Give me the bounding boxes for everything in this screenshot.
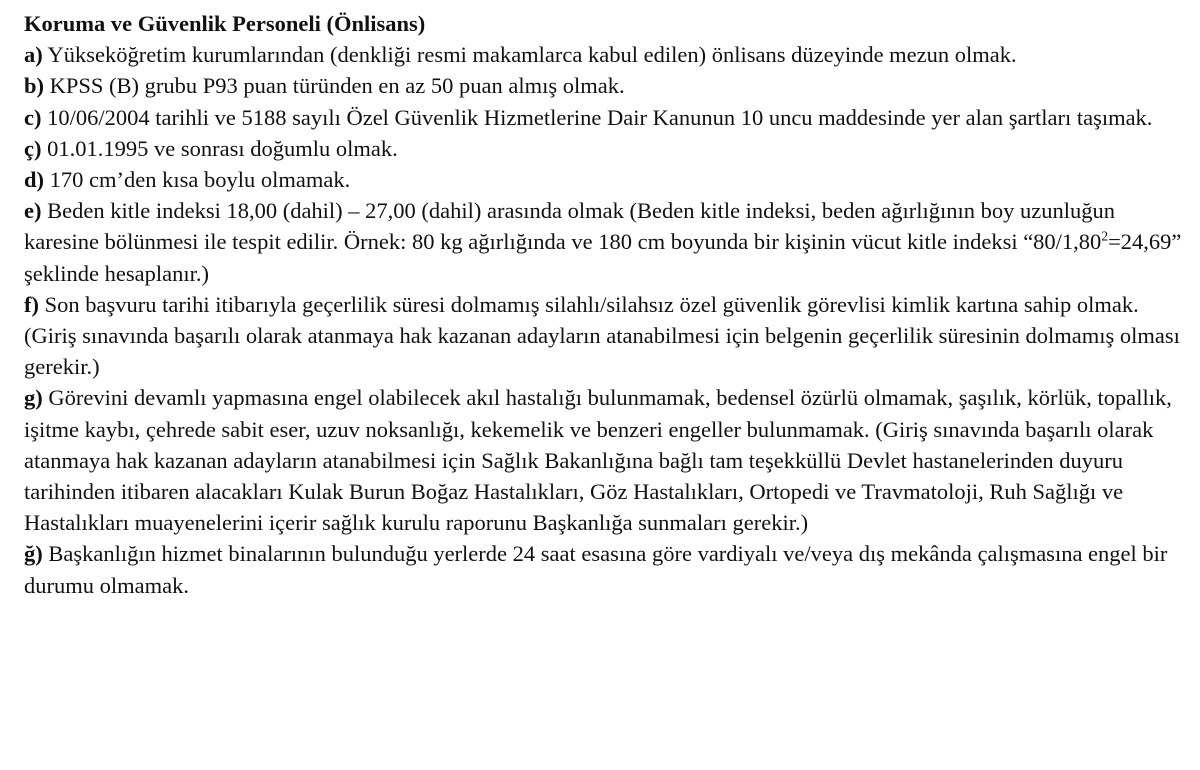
requirement-item-e [24,195,1184,289]
item-text: 170 cm’den kısa boylu olmamak. [49,167,351,193]
item-letter: ğ) [24,541,43,567]
item-text: 01.01.1995 ve sonrası doğumlu olmak. [47,135,398,161]
item-text-continued: =24,69” şeklinde hesaplanır.) [24,229,1182,286]
item-letter: a) [24,42,43,68]
requirement-item-f [24,289,1184,383]
item-letter: d) [24,167,45,193]
requirement-item-d [24,164,1184,195]
item-letter: c) [24,104,42,130]
item-letter: ç) [24,135,42,161]
requirement-item-c-cedilla [24,133,1184,164]
requirement-item-g-breve [24,538,1184,600]
item-letter: g) [24,385,43,411]
item-text: Başkanlığın hizmet binalarının bulunduğu yerlerde 24 saat esasına göre vardiyalı ve/veya dış mekânda çalışmasına engel bir durumu olmamak. [24,541,1168,598]
item-text: Görevini devamlı yapmasına engel olabilecek akıl hastalığı bulunmamak, bedensel özürlü olmamak, şaşılık, körlük, topallık, işitme kaybı, çehrede sabit eser, uzuv noksanlığı, kekemelik ve benzeri engeller bulunmamak. (Giriş sınavında başarılı olarak atanmaya hak kazanan adayların atanabilmesi için Sağlık Bakanlığına bağlı tam teşekküllü Devlet hastanelerinden duyuru tarihinden itibaren alacakları Kulak Burun Boğaz Hastalıkları, Göz Hastalıkları, Ortopedi ve Travmatoloji, Ruh Sağlığı ve Hastalıkları muayenelerini içerir sağlık kurulu raporunu Başkanlığa sunmaları gerekir.) [24,385,1172,536]
item-text: Son başvuru tarihi itibarıyla geçerlilik süresi dolmamış silahlı/silahsız özel güvenlik görevlisi kimlik kartına sahip olmak. (Giriş sınavında başarılı olarak atanmaya hak kazanan adayların atanabilmesi için belgenin geçerlilik süresinin dolmamış olması gerekir.) [24,291,1180,380]
item-letter: f) [24,291,39,317]
requirement-item-a [24,39,1184,70]
item-text: 10/06/2004 tarihli ve 5188 sayılı Özel Güvenlik Hizmetlerine Dair Kanunun 10 uncu maddesinde yer alan şartları taşımak. [47,104,1153,130]
requirement-item-c [24,102,1184,133]
item-letter: b) [24,73,45,99]
item-text: KPSS (B) grubu P93 puan türünden en az 50 puan almış olmak. [49,73,625,99]
item-text: Beden kitle indeksi 18,00 (dahil) – 27,00 (dahil) arasında olmak (Beden kitle indeksi, beden ağırlığının boy uzunluğun karesine bölünmesi ile tespit edilir. Örnek: 80 kg ağırlığında ve 180 cm boyunda bir kişinin vücut kitle indeksi “80/1,80 [24,198,1116,255]
document-body [24,8,1184,601]
requirement-item-g [24,382,1184,538]
requirement-item-b [24,70,1184,101]
item-letter: e) [24,198,42,224]
item-text: Yükseköğretim kurumlarından (denkliği resmi makamlarca kabul edilen) önlisans düzeyinde mezun olmak. [47,42,1017,68]
document-title: Koruma ve Güvenlik Personeli (Önlisans) [24,11,426,36]
superscript-two: 2 [1101,228,1109,244]
